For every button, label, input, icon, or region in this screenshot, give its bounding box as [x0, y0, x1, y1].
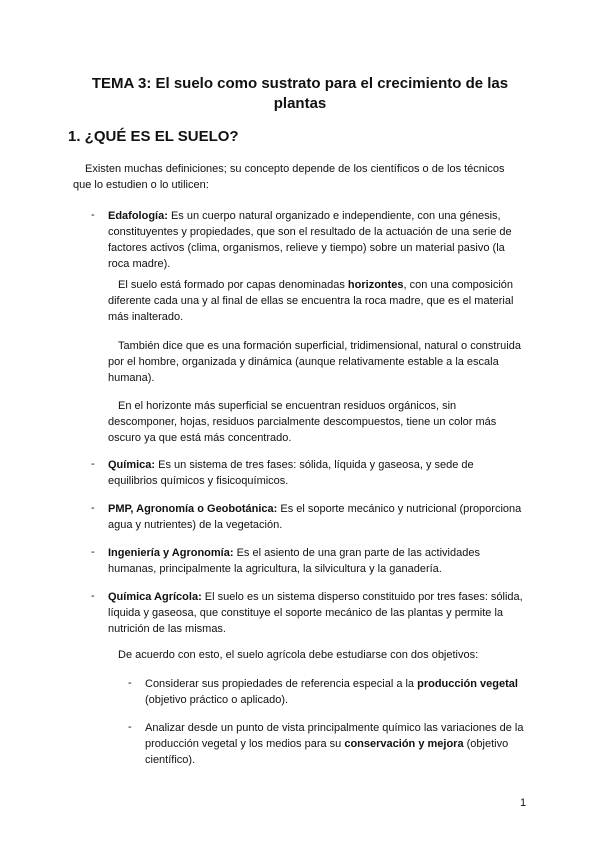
- list-item-quimica-agricola: [108, 589, 526, 637]
- paragraph-text: , con una composición diferente cada una y al final de ellas se encuentra la roca madre, que es el material más inalterado.: [108, 279, 514, 323]
- item-text: El suelo es un sistema disperso constituido por tres fases: sólida, líquida y gaseosa, que constituye el soporte mecánico de las plantas y permite la nutrición de las mismas.: [108, 591, 523, 635]
- document-title: [60, 74, 540, 114]
- item-term: Edafología:: [108, 210, 168, 222]
- paragraph-horizontes: [108, 277, 526, 325]
- sub-item-conservacion: [145, 720, 530, 768]
- title-line-2: plantas: [273, 95, 327, 112]
- item-text: Es el soporte mecánico y nutricional (proporciona agua y nutrientes) de la vegetación.: [108, 503, 522, 531]
- item-text: Es un cuerpo natural organizado e independiente, con una génesis, constituyentes y propiedades, que son el resultado de la actuación de una serie de factores activos (clima, organismos, relieve y tiempo) sobre un material pasivo (la roca madre).: [108, 210, 512, 270]
- item-text: Es un sistema de tres fases: sólida, líquida y gaseosa, y sede de equilibrios químicos y fisicoquímicos.: [108, 459, 474, 487]
- list-item-pmp: [108, 501, 526, 533]
- sub-item-text: (objetivo práctico o aplicado).: [145, 694, 289, 706]
- item-term: PMP, Agronomía o Geobotánica:: [108, 503, 278, 515]
- paragraph-objetivos: De acuerdo con esto, el suelo agrícola debe estudiarse con dos objetivos:: [118, 649, 479, 661]
- bullet-marker: -: [91, 590, 95, 602]
- paragraph-text: El suelo está formado por capas denominadas: [118, 279, 348, 291]
- section-heading: 1. ¿QUÉ ES EL SUELO?: [68, 128, 239, 145]
- bullet-marker: -: [91, 458, 95, 470]
- list-item-quimica: [108, 457, 526, 489]
- item-text: Es el asiento de una gran parte de las actividades humanas, principalmente la agricultura, la silvicultura y la ganadería.: [108, 547, 480, 575]
- list-item-ingenieria: [108, 545, 526, 577]
- bullet-marker: -: [91, 502, 95, 514]
- item-term: Ingeniería y Agronomía:: [108, 547, 234, 559]
- bold-term: producción vegetal: [417, 678, 518, 690]
- sub-item-text: Considerar sus propiedades de referencia especial a la: [145, 678, 418, 690]
- bold-term: conservación y mejora: [344, 738, 464, 750]
- page-number: 1: [520, 797, 527, 809]
- bullet-marker: -: [128, 677, 132, 689]
- bullet-marker: -: [91, 546, 95, 558]
- paragraph-formacion: También dice que es una formación superficial, tridimensional, natural o construida por el hombre, organizada y dinámica (aunque relativamente estable a la escala humana).: [108, 340, 521, 384]
- list-item-edafologia: [108, 208, 526, 272]
- item-term: Química Agrícola:: [108, 591, 202, 603]
- sub-item-text: (objetivo científico).: [145, 738, 509, 766]
- paragraph-horizonte-superficial: En el horizonte más superficial se encuentran residuos orgánicos, sin descomponer, hojas, residuos parcialmente descompuestos, tiene un color más oscuro ya que está más concentrado.: [108, 400, 497, 444]
- sub-item-text: Analizar desde un punto de vista principalmente químico las variaciones de la producción vegetal y los medios para su: [145, 722, 524, 750]
- item-term: Química:: [108, 459, 156, 471]
- title-line-1: TEMA 3: El suelo como sustrato para el crecimiento de las: [91, 75, 509, 92]
- intro-paragraph: Existen muchas definiciones; su concepto depende de los científicos o de los técnicos que lo estudien o lo utilicen:: [73, 163, 505, 191]
- bullet-marker: -: [91, 209, 95, 221]
- bold-term: horizontes: [347, 279, 404, 291]
- bullet-marker: -: [128, 721, 132, 733]
- sub-item-produccion: [145, 676, 530, 708]
